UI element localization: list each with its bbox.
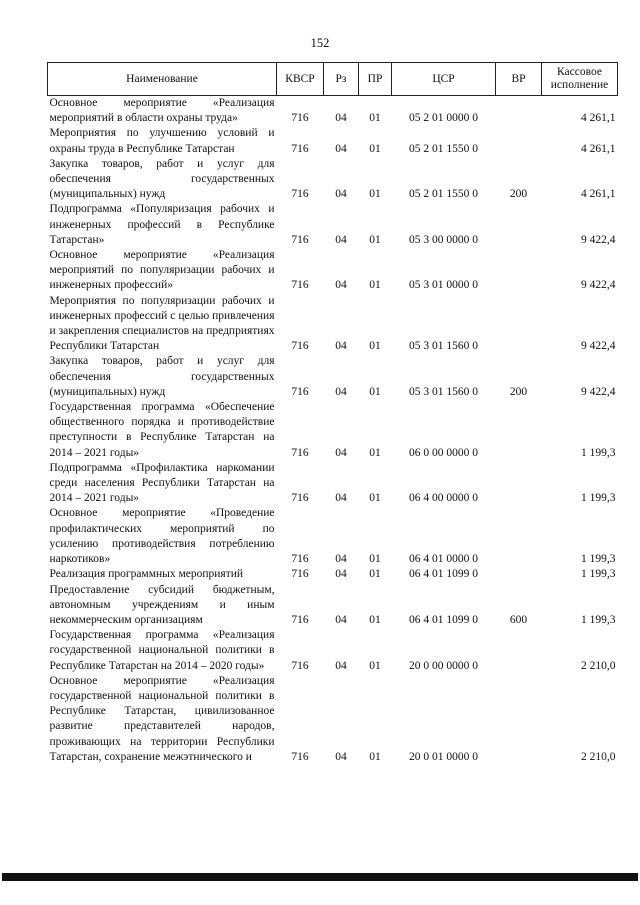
cell-kvsr: 716 [291,659,309,672]
header-name: Наименование [48,63,277,96]
cell-vr [496,506,542,567]
scan-edge-bar [2,873,638,881]
cell-name: Мероприятия по популяризации рабочих и инженерных профессий с целью привлечения и закрепления специалистов на предприятиях Республики Татарстан [49,294,275,353]
table-row [48,461,618,507]
cell-csr: 05 2 01 0000 0 [409,112,478,125]
cell-kvsr: 716 [291,340,309,353]
cell-vr [496,126,542,156]
cell-csr: 05 3 00 0000 0 [409,233,478,246]
cell-pr: 01 [369,750,381,763]
cell-amount: 1 199,3 [581,446,616,459]
cell-csr: 05 3 01 0000 0 [409,279,478,292]
cell-name: Мероприятия по улучшению условий и охраны труда в Республике Татарстан [49,127,275,155]
cell-rz: 04 [335,553,347,566]
cell-kvsr: 716 [291,492,309,505]
cell-vr [496,96,542,127]
cell-vr: 200 [509,188,528,201]
cell-amount: 4 261,1 [581,142,616,155]
cell-rz: 04 [335,568,347,581]
cell-csr: 06 4 01 0000 0 [409,553,478,566]
cell-rz: 04 [335,233,347,246]
cell-kvsr: 716 [291,279,309,292]
cell-kvsr: 716 [291,613,309,626]
cell-csr: 05 2 01 1550 0 [409,142,478,155]
cell-vr [496,674,542,765]
cell-name: Государственная программа «Обеспечение общественного порядка и противодействие преступности в Республике Татарстан на 2014 – 2021 годы» [49,401,275,459]
cell-amount: 2 210,0 [581,750,616,763]
cell-csr: 20 0 00 0000 0 [409,659,478,672]
cell-pr: 01 [369,233,381,246]
cell-rz: 04 [335,112,347,125]
table-row [48,674,618,765]
budget-execution-table [47,62,618,765]
page-number: 152 [310,36,330,50]
cell-rz: 04 [335,750,347,763]
cell-amount: 9 422,4 [581,279,616,292]
table-row [48,96,618,127]
cell-pr: 01 [369,340,381,353]
cell-pr: 01 [369,385,381,398]
cell-rz: 04 [335,613,347,626]
header-kvsr: КВСР [277,63,324,96]
table-row [48,400,618,461]
cell-csr: 05 2 01 1550 0 [409,188,478,201]
cell-vr [496,400,542,461]
cell-kvsr: 716 [291,568,309,581]
cell-amount: 2 210,0 [581,659,616,672]
table-row [48,126,618,156]
cell-name: Государственная программа «Реализация государственной национальной политики в Республике Татарстан на 2014 – 2020 годы» [49,629,275,672]
cell-amount: 1 199,3 [581,613,616,626]
header-vr: ВР [496,63,542,96]
cell-amount: 9 422,4 [581,340,616,353]
cell-csr: 06 4 01 1099 0 [409,613,478,626]
cell-kvsr: 716 [291,750,309,763]
cell-name: Реализация программных мероприятий [49,568,244,581]
cell-pr: 01 [369,279,381,292]
cell-pr: 01 [369,553,381,566]
cell-kvsr: 716 [291,112,309,125]
cell-name: Основное мероприятие «Реализация мероприятий по популяризации рабочих и инженерных профессий» [49,249,275,292]
cell-pr: 01 [369,613,381,626]
cell-name: Предоставление субсидий бюджетным, автономным учреждениям и иным некоммерческим организациям [49,583,275,626]
cell-pr: 01 [369,492,381,505]
cell-csr: 20 0 01 0000 0 [409,750,478,763]
cell-vr: 200 [509,385,528,398]
cell-kvsr: 716 [291,142,309,155]
cell-csr: 05 3 01 1560 0 [409,340,478,353]
cell-amount: 4 261,1 [581,112,616,125]
header-rz: Рз [324,63,359,96]
cell-rz: 04 [335,279,347,292]
cell-rz: 04 [335,142,347,155]
cell-pr: 01 [369,446,381,459]
table-row [48,248,618,294]
cell-rz: 04 [335,340,347,353]
cell-amount: 1 199,3 [581,553,616,566]
cell-name: Закупка товаров, работ и услуг для обеспечения государственных (муниципальных) нужд [49,157,275,201]
cell-csr: 06 0 00 0000 0 [409,446,478,459]
table-row [48,354,618,400]
cell-pr: 01 [369,568,381,581]
cell-name: Основное мероприятие «Реализация государственной национальной политики в Республике Татарстан, цивилизованное развитие представителей народов, проживающих на территории Республики Татарстан, сохранение межэтнического и [49,674,275,763]
cell-vr [496,202,542,248]
cell-amount: 9 422,4 [581,385,616,398]
table-header-row [48,63,618,96]
cell-kvsr: 716 [291,233,309,246]
cell-pr: 01 [369,188,381,201]
table-row [48,506,618,567]
cell-kvsr: 716 [291,188,309,201]
cell-amount: 4 261,1 [581,188,616,201]
header-pr: ПР [359,63,392,96]
cell-rz: 04 [335,446,347,459]
header-csr: ЦСР [392,63,496,96]
cell-rz: 04 [335,492,347,505]
cell-csr: 06 4 00 0000 0 [409,492,478,505]
cell-name: Подпрограмма «Профилактика наркомании среди населения Республики Татарстан на 2014 – 2021 годы» [49,461,275,505]
cell-kvsr: 716 [291,385,309,398]
cell-pr: 01 [369,659,381,672]
cell-kvsr: 716 [291,553,309,566]
cell-csr: 05 3 01 1560 0 [409,385,478,398]
cell-amount: 9 422,4 [581,233,616,246]
table-row [48,294,618,355]
cell-vr [496,461,542,507]
table-row [48,157,618,203]
table-row [48,628,618,674]
cell-rz: 04 [335,659,347,672]
table-row [48,583,618,629]
cell-vr [496,628,542,674]
cell-amount: 1 199,3 [581,492,616,505]
cell-vr [496,567,542,582]
cell-kvsr: 716 [291,446,309,459]
cell-name: Основное мероприятие «Реализация мероприятий в области охраны труда» [49,97,275,125]
cell-rz: 04 [335,385,347,398]
cell-pr: 01 [369,112,381,125]
cell-rz: 04 [335,188,347,201]
cell-name: Основное мероприятие «Проведение профилактических мероприятий по усилению противодействия потреблению наркотиков» [49,507,275,566]
cell-pr: 01 [369,142,381,155]
cell-vr: 600 [509,613,528,626]
header-amount: Кассовое исполнение [542,63,618,96]
table-row [48,202,618,248]
cell-vr [496,294,542,355]
cell-name: Подпрограмма «Популяризация рабочих и инженерных профессий в Республике Татарстан» [49,203,275,246]
cell-name: Закупка товаров, работ и услуг для обеспечения государственных (муниципальных) нужд [49,355,275,398]
cell-vr [496,248,542,294]
cell-amount: 1 199,3 [581,568,616,581]
cell-csr: 06 4 01 1099 0 [409,568,478,581]
table-row [48,567,618,582]
